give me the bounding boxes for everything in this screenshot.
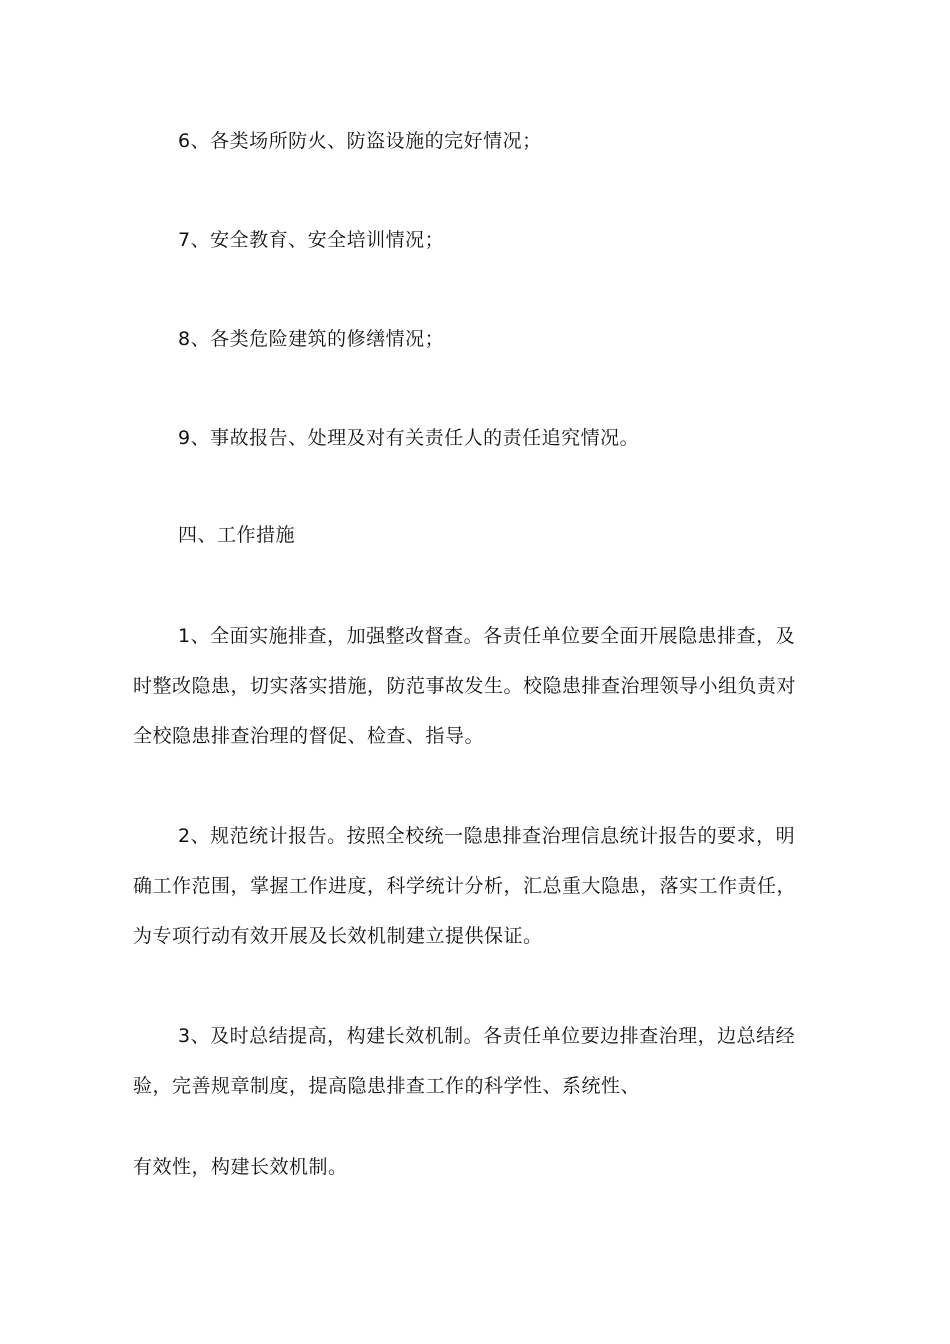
list-item-9: 9、事故报告、处理及对有关责任人的责任追究情况。: [178, 427, 640, 449]
measure-2-line-3: 为专项行动有效开展及长效机制建立提供保证。: [133, 925, 543, 947]
list-item-6: 6、各类场所防火、防盗设施的完好情况；: [178, 130, 542, 152]
measure-1-line-1: 1、全面实施排查，加强整改督查。各责任单位要全面开展隐患排查，及: [178, 625, 796, 647]
section-heading: 四、工作措施: [178, 524, 296, 546]
measure-2-line-2: 确工作范围，掌握工作进度，科学统计分析，汇总重大隐患，落实工作责任，: [133, 875, 797, 897]
measure-2-line-1: 2、规范统计报告。按照全校统一隐患排查治理信息统计报告的要求，明: [178, 825, 796, 847]
list-item-7: 7、安全教育、安全培训情况；: [178, 229, 445, 251]
measure-1-line-3: 全校隐患排查治理的督促、检查、指导。: [133, 725, 485, 747]
measure-3-line-2: 验，完善规章制度，提高隐患排查工作的科学性、系统性、: [133, 1075, 641, 1097]
list-item-8: 8、各类危险建筑的修缮情况；: [178, 328, 445, 350]
trailing-line: 有效性，构建长效机制。: [133, 1156, 348, 1178]
measure-1-line-2: 时整改隐患，切实落实措施，防范事故发生。校隐患排查治理领导小组负责对: [133, 675, 797, 697]
measure-3-line-1: 3、及时总结提高，构建长效机制。各责任单位要边排查治理，边总结经: [178, 1025, 796, 1047]
